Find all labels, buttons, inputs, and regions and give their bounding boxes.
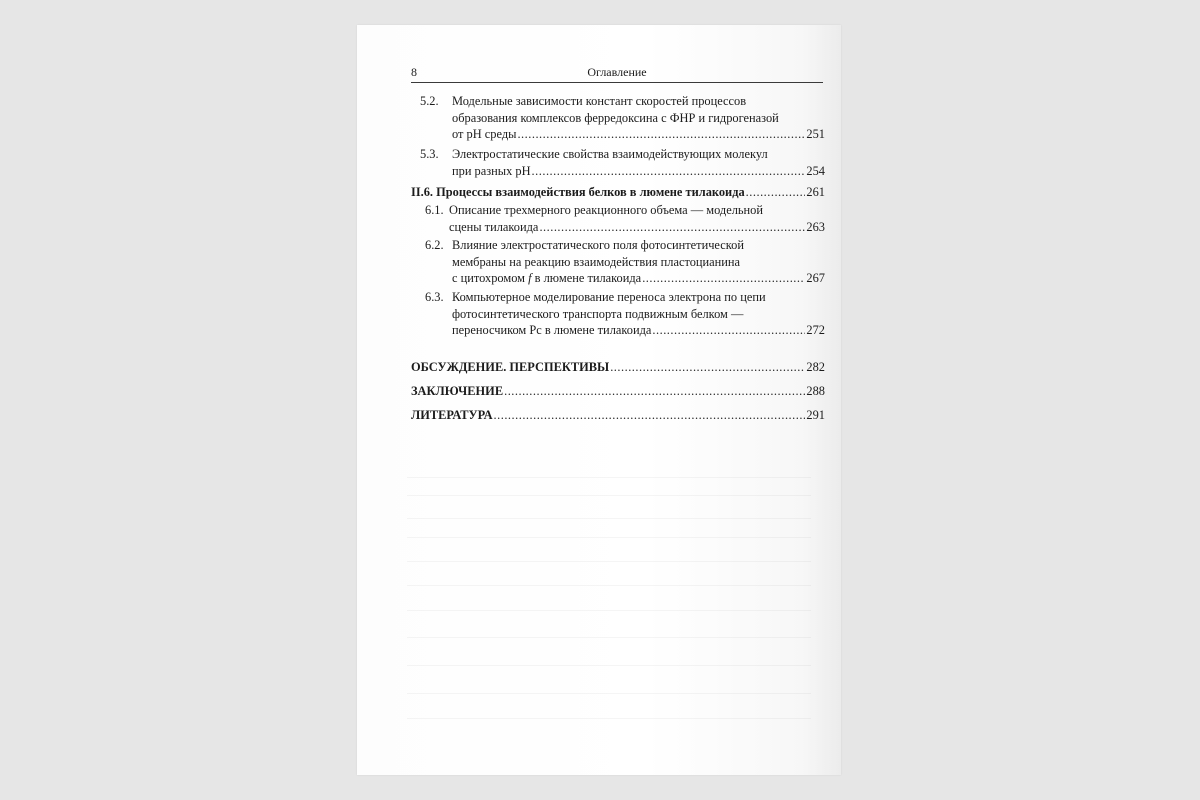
toc-entry-number: 6.3. (425, 290, 444, 304)
toc-entry-text: мембраны на реакцию взаимодействия пластоцианина (452, 254, 741, 269)
toc-conclusion[interactable] (411, 383, 825, 400)
leader-dots (504, 383, 805, 400)
bleed-through-line (407, 718, 811, 719)
leader-dots (494, 407, 806, 424)
toc-page-number: 272 (806, 323, 825, 337)
leader-dots (539, 219, 805, 236)
toc-entry-number: 5.2. (420, 94, 439, 108)
toc-entry-5-3[interactable] (420, 146, 825, 179)
toc-entry-text: образования комплексов ферредоксина с ФНР и гидрогеназой (452, 110, 779, 125)
toc-entry-text: сцены тилакоида (449, 219, 539, 234)
leader-dots (610, 359, 805, 376)
toc-entry-text (452, 270, 641, 287)
toc-entry-6-3[interactable] (425, 289, 825, 339)
toc-entry-text: Описание трехмерного реакционного объема — модельной (449, 203, 763, 217)
toc-page-number: 254 (806, 163, 825, 178)
bleed-through-line (407, 495, 811, 496)
toc-entry-text: от pH среды (452, 127, 517, 141)
toc-entry-5-2[interactable] (420, 93, 825, 143)
toc-entry-number: 6.2. (425, 238, 444, 252)
bleed-through-line (407, 518, 811, 519)
running-title: Оглавление (587, 65, 647, 79)
leader-dots (532, 163, 806, 180)
bleed-through-line (407, 585, 811, 586)
toc-discussion[interactable] (411, 359, 825, 376)
toc-entry-text: Влияние электростатического поля фотосинтетической (452, 238, 744, 252)
toc-literature[interactable] (411, 407, 825, 424)
leader-dots (517, 126, 805, 143)
toc-entry-text: Электростатические свойства взаимодействующих молекул (452, 147, 768, 161)
toc-page-number: 261 (806, 185, 825, 199)
toc-entry-text: Модельные зависимости констант скоростей процессов (452, 94, 747, 108)
bleed-through-line (407, 477, 811, 478)
book-page (357, 25, 841, 775)
toc-page-number: 263 (806, 219, 825, 234)
bleed-through-line (407, 561, 811, 562)
toc-page-number: 282 (806, 360, 825, 374)
page-number: 8 (411, 65, 417, 79)
bleed-through-line (407, 610, 811, 611)
bleed-through-line (407, 693, 811, 694)
bleed-through-line (407, 537, 811, 538)
toc-section-II-6[interactable] (411, 184, 825, 201)
toc-entry-text: при разных pH (452, 163, 531, 178)
leader-dots (652, 322, 805, 339)
toc-entry-6-1[interactable] (425, 202, 825, 235)
toc-entry-text-part: с цитохромом (452, 271, 529, 285)
toc-section-title: ОБСУЖДЕНИЕ. ПЕРСПЕКТИВЫ (411, 360, 610, 374)
toc-entry-text: переносчиком Pc в люмене тилакоида (452, 323, 652, 337)
page-header (411, 65, 823, 83)
leader-dots (746, 184, 806, 201)
leader-dots (642, 270, 805, 287)
toc-entry-text-part: в люмене тилакоида (531, 271, 642, 285)
toc-section-title: II.6. Процессы взаимодействия белков в люмене тилакоида (411, 185, 745, 199)
toc-entry-text-italic: f (528, 271, 532, 285)
bleed-through-line (407, 665, 811, 666)
toc-entry-number: 6.1. (425, 203, 444, 217)
toc-page-number: 291 (806, 408, 825, 422)
toc-entry-text: фотосинтетического транспорта подвижным белком — (452, 306, 744, 321)
toc-page-number: 267 (806, 271, 825, 285)
toc-entry-text: Компьютерное моделирование переноса электрона по цепи (452, 290, 766, 304)
bleed-through-line (407, 637, 811, 638)
toc-page-number: 288 (806, 384, 825, 398)
toc-entry-6-2[interactable] (425, 237, 825, 287)
toc-section-title: ЛИТЕРАТУРА (411, 408, 493, 422)
toc-page-number: 251 (806, 127, 825, 141)
toc-entry-number: 5.3. (420, 147, 439, 161)
toc-section-title: ЗАКЛЮЧЕНИЕ (411, 384, 504, 398)
